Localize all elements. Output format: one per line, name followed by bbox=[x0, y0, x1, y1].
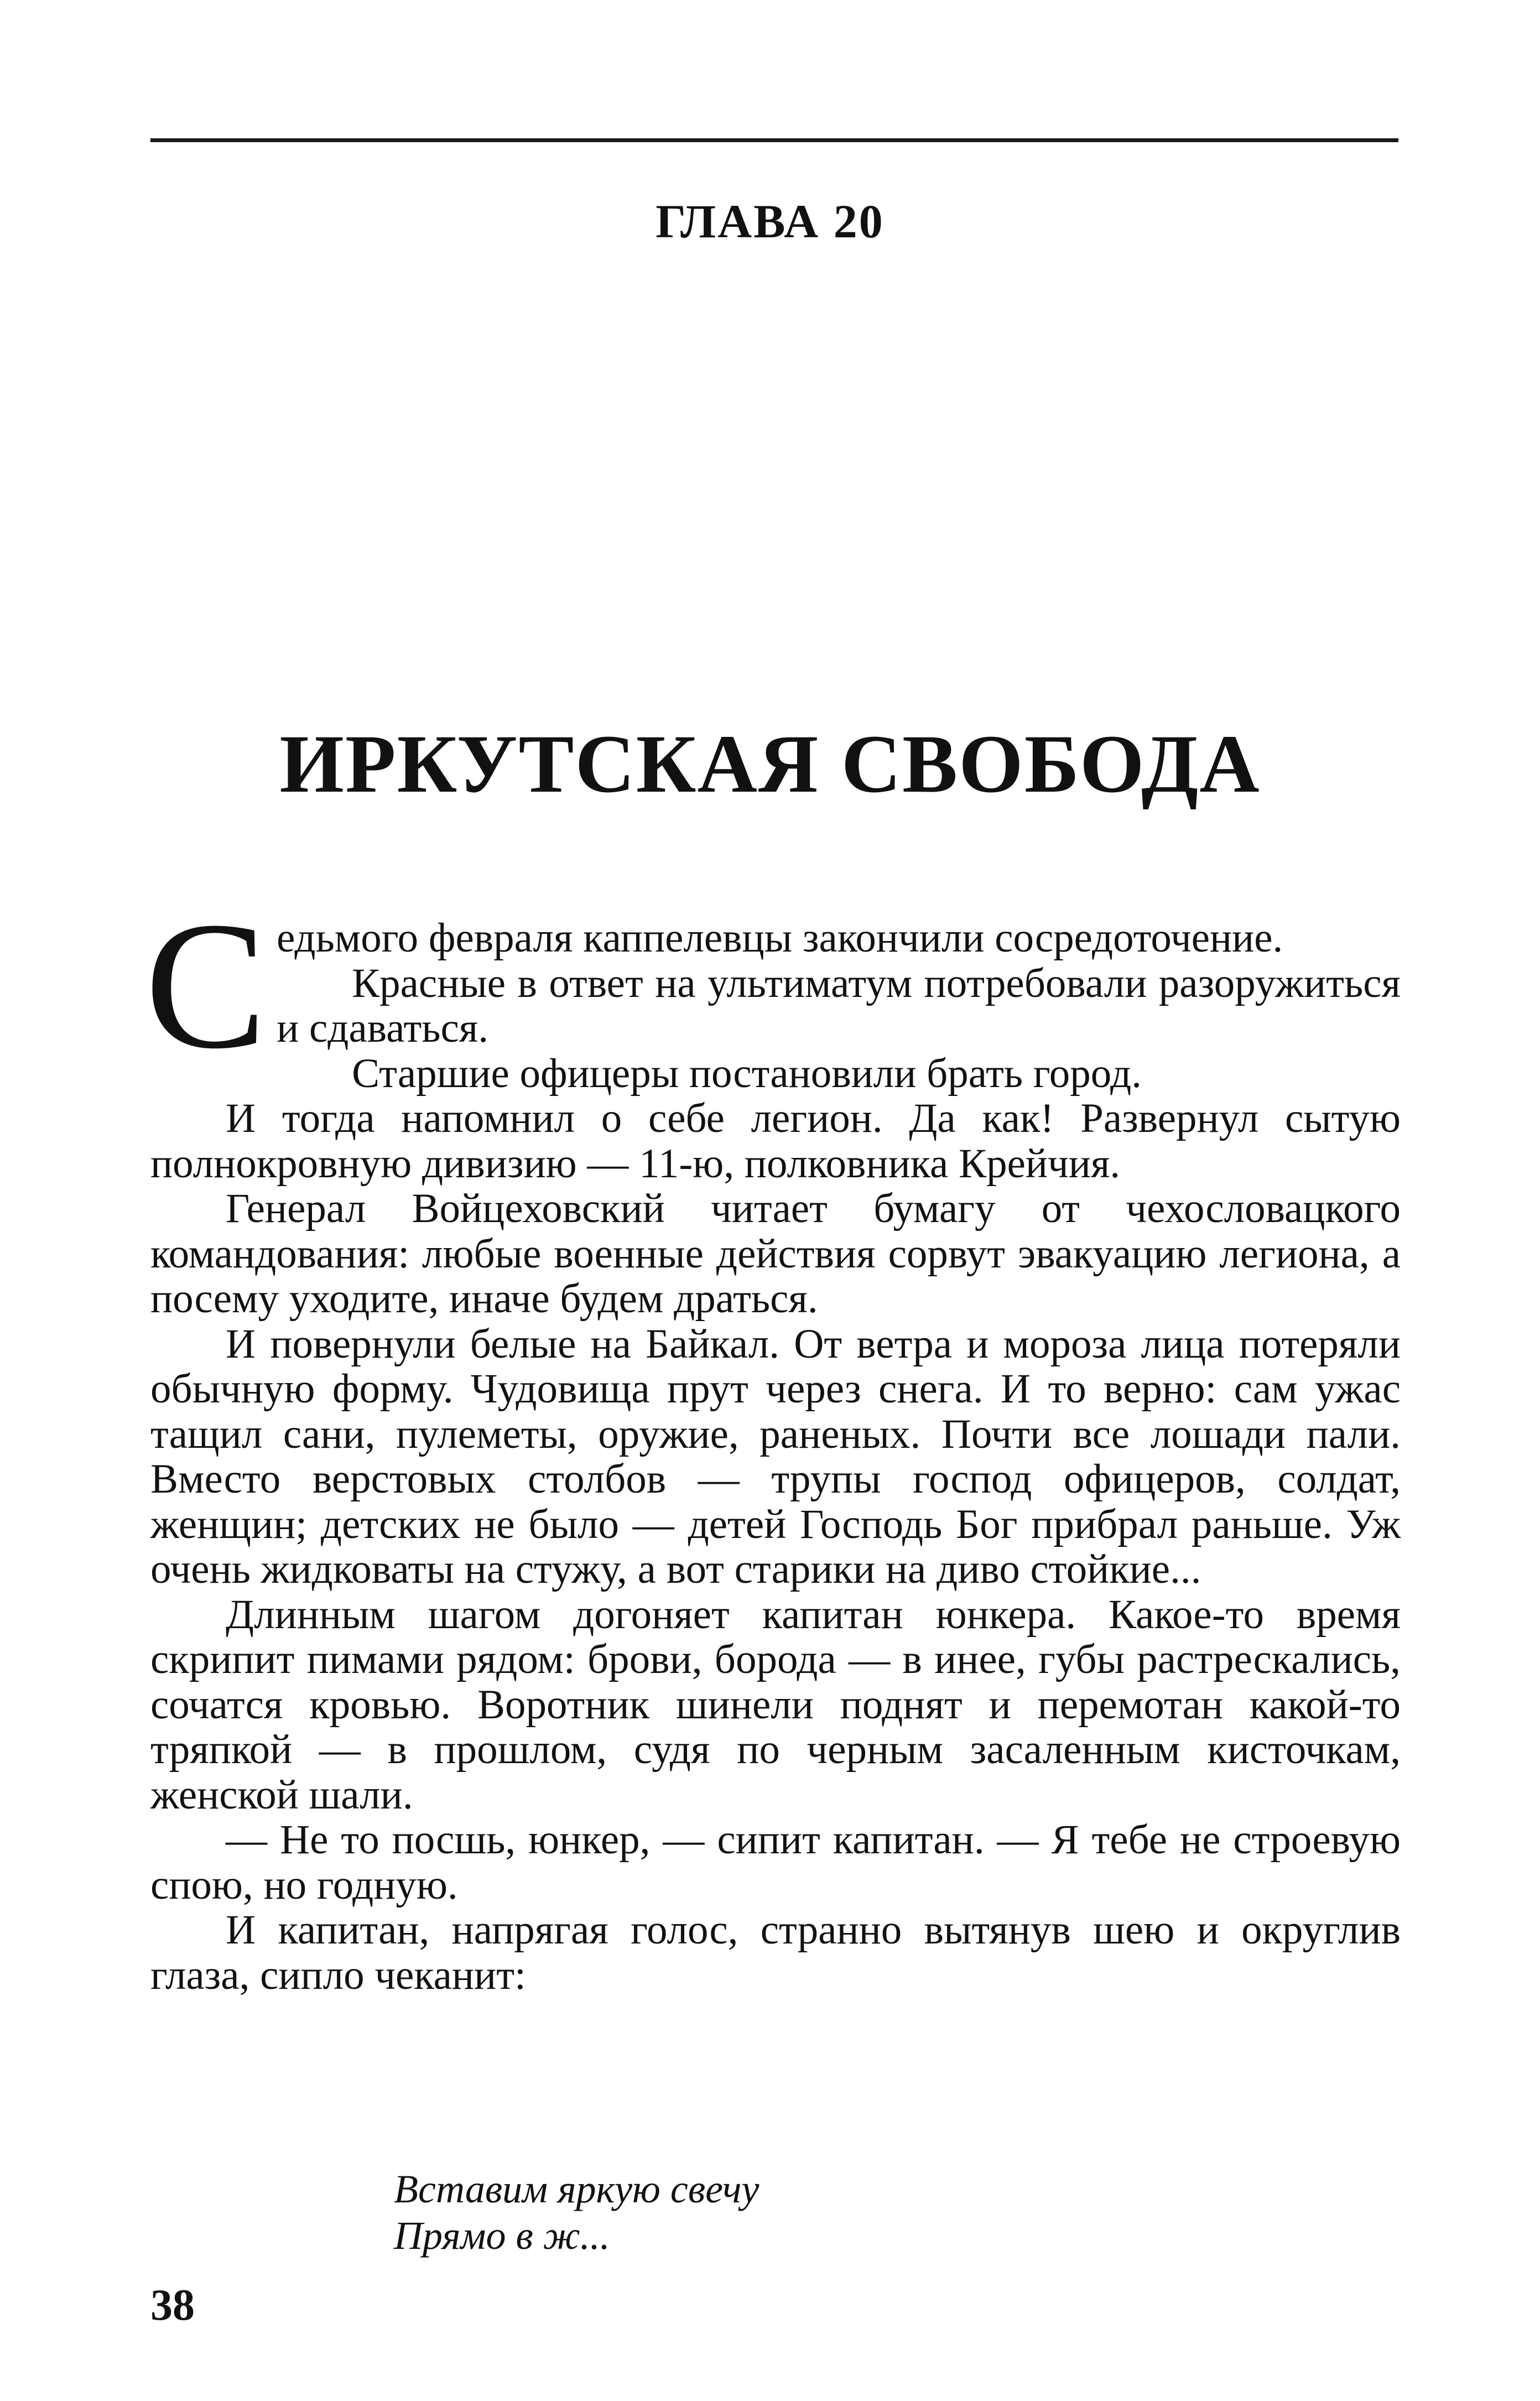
paragraph-3: Старшие офицеры постановили брать город. bbox=[352, 1050, 1142, 1096]
page-number: 38 bbox=[150, 2281, 195, 2330]
drop-cap: С bbox=[145, 885, 267, 1087]
chapter-label: ГЛАВА 20 bbox=[655, 195, 885, 248]
paragraph-6: И повернули белые на Байкал. От ветра и мороза лица потеряли обычную форму. Чудовища прут через снега. И то верно: сам ужас тащил сани, пулеметы, оружие, раненых. Почти все лошади пали. Вместо верстовых столбов — трупы господ офицеров, солдат, женщин; детских не было — детей Господь Бог прибрал раньше. Уж очень жидковаты на стужу, а вот старики на диво стойкие... bbox=[150, 1321, 1401, 1592]
verse bbox=[394, 2166, 759, 2259]
paragraph-9: И капитан, напрягая голос, странно вытянув шею и округлив глаза, сипло чеканит: bbox=[150, 1907, 1401, 1998]
body-text bbox=[145, 885, 1401, 1998]
verse-line-2: Прямо в ж... bbox=[394, 2213, 610, 2258]
top-rule bbox=[150, 138, 1398, 142]
paragraph-2: Красные в ответ на ультиматум потребовали разоружиться и сдаваться. bbox=[277, 960, 1401, 1051]
chapter-title: ИРКУТСКАЯ СВОБОДА bbox=[279, 718, 1261, 810]
paragraph-1-text: едьмого февраля каппелевцы закончили сосредоточение. bbox=[277, 915, 1283, 961]
paragraph-8: — Не то посшь, юнкер, — сипит капитан. — Я тебе не строевую спою, но годную. bbox=[150, 1817, 1401, 1908]
paragraph-5: Генерал Войцеховский читает бумагу от чехословацкого командования: любые военные действия сорвут эвакуацию легиона, а посему уходите, иначе будем драться. bbox=[150, 1186, 1401, 1322]
paragraph-4: И тогда напомнил о себе легион. Да как! Развернул сытую полнокровную дивизию — 11-ю, полковника Крейчия. bbox=[150, 1095, 1401, 1187]
paragraph-7: Длинным шагом догоняет капитан юнкера. Какое-то время скрипит пимами рядом: брови, борода — в инее, губы растрескались, сочатся кровью. Воротник шинели поднят и перемотан какой-то тряпкой — в прошлом, судя по черным засаленным кисточкам, женской шали. bbox=[150, 1591, 1401, 1818]
verse-line-1: Вставим яркую свечу bbox=[394, 2167, 759, 2211]
